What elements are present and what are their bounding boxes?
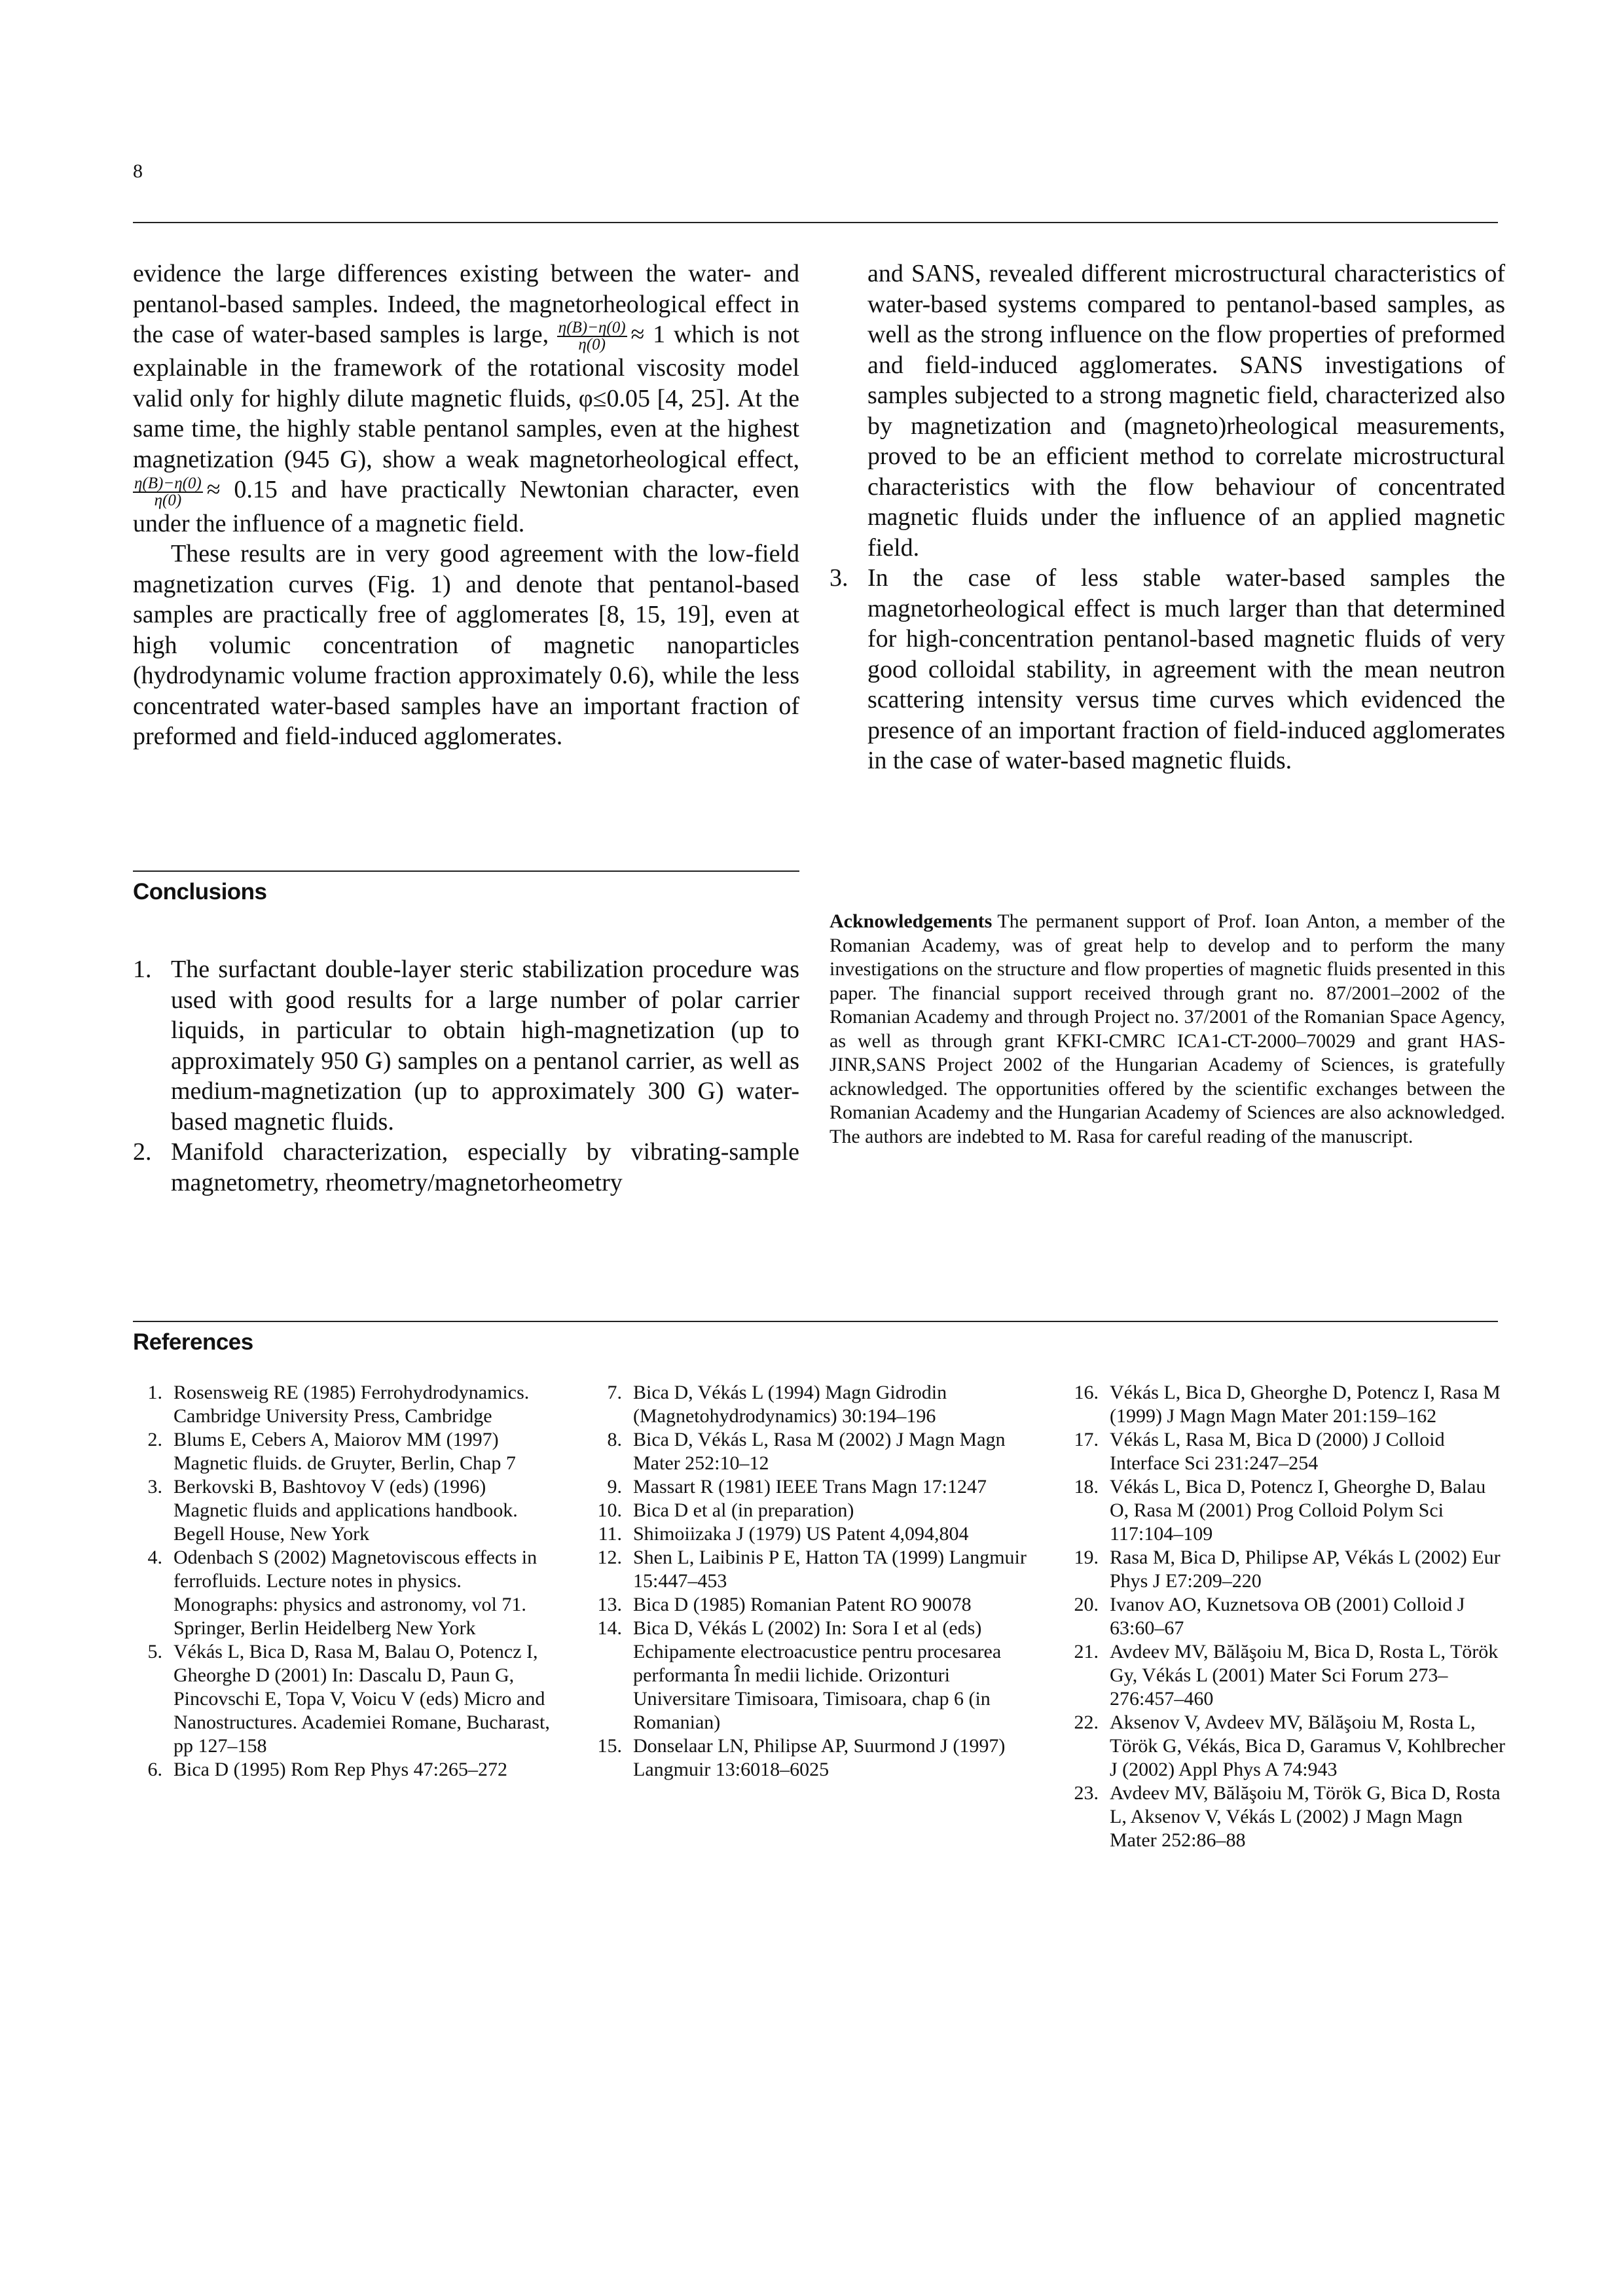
fraction-viscosity-ratio: $\frac{\eta(B)-\eta(0)}{\eta(0)}$ — [558, 319, 626, 354]
reference-number: 16. — [1074, 1382, 1099, 1403]
references-heading: References — [133, 1329, 253, 1355]
reference-text: Avdeev MV, Bălăşoiu M, Bica D, Rosta L, Török Gy, Vékás L (2001) Mater Sci Forum 273–276:457–460 — [1110, 1641, 1499, 1710]
reference-text: Donselaar LN, Philipse AP, Suurmond J (1997) Langmuir 13:6018–6025 — [633, 1735, 1006, 1780]
reference-item — [571, 1475, 1040, 1499]
references-column-2 — [571, 1381, 1040, 1782]
reference-text: Bica D, Vékás L (1994) Magn Gidrodin (Magnetohydrodynamics) 30:194–196 — [633, 1382, 947, 1427]
conclusions-list-right — [830, 259, 1505, 776]
reference-text: Berkovski B, Bashtovoy V (eds) (1996) Magnetic fluids and applications handbook. Begell House, New York — [173, 1476, 518, 1545]
list-number: 3. — [830, 564, 848, 592]
list-item — [830, 563, 1505, 776]
reference-item — [571, 1593, 1040, 1617]
reference-number: 10. — [597, 1499, 622, 1521]
list-number: 2. — [133, 1138, 152, 1166]
paragraph-agreement: These results are in very good agreement with the low-field magnetization curves (Fig. 1) and denote that pentanol-based samples are practically free of agglomerates [8, 15, 19], even at high volumic concentration of magnetic nanoparticles (hydrodynamic volume fraction approximately 0.6), while the less concentrated water-based samples have an important fraction of preformed and field-induced agglomerates. — [133, 540, 799, 751]
reference-item — [1048, 1782, 1506, 1852]
reference-item — [111, 1546, 553, 1640]
reference-text: Vékás L, Rasa M, Bica D (2000) J Colloid Interface Sci 231:247–254 — [1110, 1429, 1445, 1474]
reference-item — [1048, 1593, 1506, 1640]
reference-number: 7. — [607, 1382, 622, 1403]
list-number: 1. — [133, 956, 152, 983]
reference-item — [571, 1617, 1040, 1734]
paragraph-text: ≈ 0.15 and have practically Newtonian character, even under the influence of a magnetic field. — [133, 476, 799, 537]
reference-number: 18. — [1074, 1476, 1099, 1498]
acknowledgements — [830, 910, 1505, 1149]
reference-text: Bica D, Vékás L (2002) In: Sora I et al (eds) Echipamente electroacustice pentru procesarea performanta În medii lichide. Orizonturi Universitare Timisoara, Timisoara, chap 6 (in Romanian) — [633, 1617, 1002, 1733]
reference-text: Bica D et al (in preparation) — [633, 1499, 854, 1521]
reference-number: 20. — [1074, 1594, 1099, 1615]
reference-item — [111, 1381, 553, 1428]
reference-text: Ivanov AO, Kuznetsova OB (2001) Colloid J 63:60–67 — [1110, 1594, 1465, 1639]
fraction-viscosity-ratio: $\frac{\eta(B)-\eta(0)}{\eta(0)}$ — [134, 474, 202, 509]
reference-number: 8. — [607, 1429, 622, 1450]
reference-number: 3. — [147, 1476, 162, 1498]
left-column — [133, 259, 799, 752]
reference-number: 12. — [597, 1547, 622, 1568]
reference-item — [111, 1640, 553, 1758]
reference-text: Rasa M, Bica D, Philipse AP, Vékás L (2002) Eur Phys J E7:209–220 — [1110, 1547, 1501, 1592]
list-text: Manifold characterization, especially by vibrating-sample magnetometry, rheometry/magnetorheometry — [171, 1138, 799, 1196]
reference-item — [571, 1546, 1040, 1593]
reference-text: Blums E, Cebers A, Maiorov MM (1997) Magnetic fluids. de Gruyter, Berlin, Chap 7 — [173, 1429, 516, 1474]
conclusion-continued: and SANS, revealed different microstructural characteristics of water-based systems compared to pentanol-based samples, as well as the strong influence on the flow properties of preformed and field-induced agglomerates. SANS investigations of samples subjected to a strong magnetic field, characterized also by magnetization and (magneto)rheological measurements, proved to be an efficient method to correlate microstructural characteristics with the flow behaviour of concentrated magnetic fluids under the influence of an applied magnetic field. — [867, 260, 1505, 562]
reference-number: 4. — [147, 1547, 162, 1568]
reference-text: Vékás L, Bica D, Rasa M, Balau O, Potencz I, Gheorghe D (2001) In: Dascalu D, Paun G, Pincovschi E, Topa V, Voicu V (eds) Micro and Nanostructures. Academiei Romane, Bucharast, pp 127–158 — [173, 1641, 550, 1757]
list-item — [133, 954, 799, 1137]
reference-number: 15. — [597, 1735, 622, 1757]
reference-text: Bica D, Vékás L, Rasa M (2002) J Magn Magn Mater 252:10–12 — [633, 1429, 1006, 1474]
reference-text: Shen L, Laibinis P E, Hatton TA (1999) Langmuir 15:447–453 — [633, 1547, 1027, 1592]
conclusions-rule — [133, 870, 799, 872]
reference-item — [1048, 1475, 1506, 1546]
header-rule — [133, 222, 1498, 223]
reference-item — [571, 1381, 1040, 1428]
list-text: The surfactant double-layer steric stabilization procedure was used with good results for a large number of polar carrier liquids, in particular to obtain high-magnetization (up to approximately 950 G) samples on a pentanol carrier, as well as medium-magnetization (up to approximately 300 G) water-based magnetic fluids. — [171, 956, 799, 1136]
reference-text: Rosensweig RE (1985) Ferrohydrodynamics. Cambridge University Press, Cambridge — [173, 1382, 530, 1427]
reference-number: 19. — [1074, 1547, 1099, 1568]
reference-text: Massart R (1981) IEEE Trans Magn 17:1247 — [633, 1476, 987, 1498]
references-column-3 — [1048, 1381, 1506, 1852]
reference-number: 21. — [1074, 1641, 1099, 1662]
reference-item — [571, 1522, 1040, 1546]
reference-text: Avdeev MV, Bălăşoiu M, Török G, Bica D, Rosta L, Aksenov V, Vékás L (2002) J Magn Magn Mater 252:86–88 — [1110, 1782, 1501, 1851]
reference-text: Shimoiizaka J (1979) US Patent 4,094,804 — [633, 1523, 969, 1545]
page-number: 8 — [133, 160, 143, 182]
reference-item — [1048, 1381, 1506, 1428]
reference-item — [571, 1499, 1040, 1522]
list-text: In the case of less stable water-based samples the magnetorheological effect is much larger than that determined for high-concentration pentanol-based magnetic fluids of very good colloidal stability, in agreement with the mean neutron scattering intensity versus time curves which evidenced the presence of an important fraction of field-induced agglomerates in the case of water-based magnetic fluids. — [867, 564, 1505, 774]
references-rule — [133, 1321, 1498, 1322]
reference-text: Vékás L, Bica D, Gheorghe D, Potencz I, Rasa M (1999) J Magn Magn Mater 201:159–162 — [1110, 1382, 1501, 1427]
reference-item — [111, 1428, 553, 1475]
reference-item — [1048, 1428, 1506, 1475]
reference-text: Odenbach S (2002) Magnetoviscous effects in ferrofluids. Lecture notes in physics. Monographs: physics and astronomy, vol 71. Springer, Berlin Heidelberg New York — [173, 1547, 538, 1639]
reference-number: 5. — [147, 1641, 162, 1662]
acknowledgements-text: The permanent support of Prof. Ioan Anton, a member of the Romanian Academy, was of great help to develop and to perform the many investigations on the structure and flow properties of magnetic fluids presented in this paper. The financial support received through grant no. 87/2001–2002 of the Romanian Academy and through Project no. 37/2001 of the Romanian Space Agency, as well as through grant KFKI-CMRC ICA1-CT-2000–70029 and grant HAS-JINR,SANS Project 2002 of the Hungarian Academy of Sciences, is gratefully acknowledged. The opportunities offered by the scientific exchanges between the Romanian Academy and the Hungarian Academy of Sciences are also acknowledged. The authors are indebted to M. Rasa for careful reading of the manuscript. — [830, 910, 1505, 1147]
reference-text: Bica D (1985) Romanian Patent RO 90078 — [633, 1594, 972, 1615]
reference-number: 1. — [147, 1382, 162, 1403]
reference-number: 13. — [597, 1594, 622, 1615]
conclusions-heading: Conclusions — [133, 879, 267, 905]
reference-number: 2. — [147, 1429, 162, 1450]
acknowledgements-heading: Acknowledgements — [830, 910, 993, 932]
reference-item — [111, 1475, 553, 1546]
reference-item — [1048, 1711, 1506, 1782]
paragraph-mr-effect — [133, 259, 799, 539]
reference-text: Bica D (1995) Rom Rep Phys 47:265–272 — [173, 1759, 507, 1780]
references-column-1 — [111, 1381, 553, 1782]
reference-text: Vékás L, Bica D, Potencz I, Gheorghe D, Balau O, Rasa M (2001) Prog Colloid Polym Sci 117:104–109 — [1110, 1476, 1486, 1545]
reference-number: 9. — [607, 1476, 622, 1498]
reference-item — [1048, 1640, 1506, 1711]
reference-number: 22. — [1074, 1712, 1099, 1733]
paragraph-text: evidence the large differences existing between the water- and pentanol-based samples. Indeed, the magnetorheological effect in the case of water-based samples is large, — [133, 260, 799, 348]
reference-number: 6. — [147, 1759, 162, 1780]
reference-number: 17. — [1074, 1429, 1099, 1450]
list-item — [133, 1137, 799, 1198]
reference-item — [111, 1758, 553, 1782]
list-item — [830, 259, 1505, 563]
conclusions-list-left — [133, 954, 799, 1198]
reference-item — [571, 1428, 1040, 1475]
reference-text: Aksenov V, Avdeev MV, Bălăşoiu M, Rosta L, Török G, Vékás, Bica D, Garamus V, Kohlbrecher J (2002) Appl Phys A 74:943 — [1110, 1712, 1506, 1780]
reference-item — [571, 1734, 1040, 1782]
paragraph-text: ≈ 1 which is not explainable in the framework of the rotational viscosity model valid only for highly dilute magnetic fluids, φ≤0.05 [4, 25]. At the same time, the highly stable pentanol samples, even at the highest magnetization (945 G), show a weak magnetorheological effect, — [133, 321, 800, 473]
reference-number: 23. — [1074, 1782, 1099, 1804]
reference-number: 11. — [598, 1523, 622, 1545]
reference-item — [1048, 1546, 1506, 1593]
reference-number: 14. — [597, 1617, 622, 1639]
